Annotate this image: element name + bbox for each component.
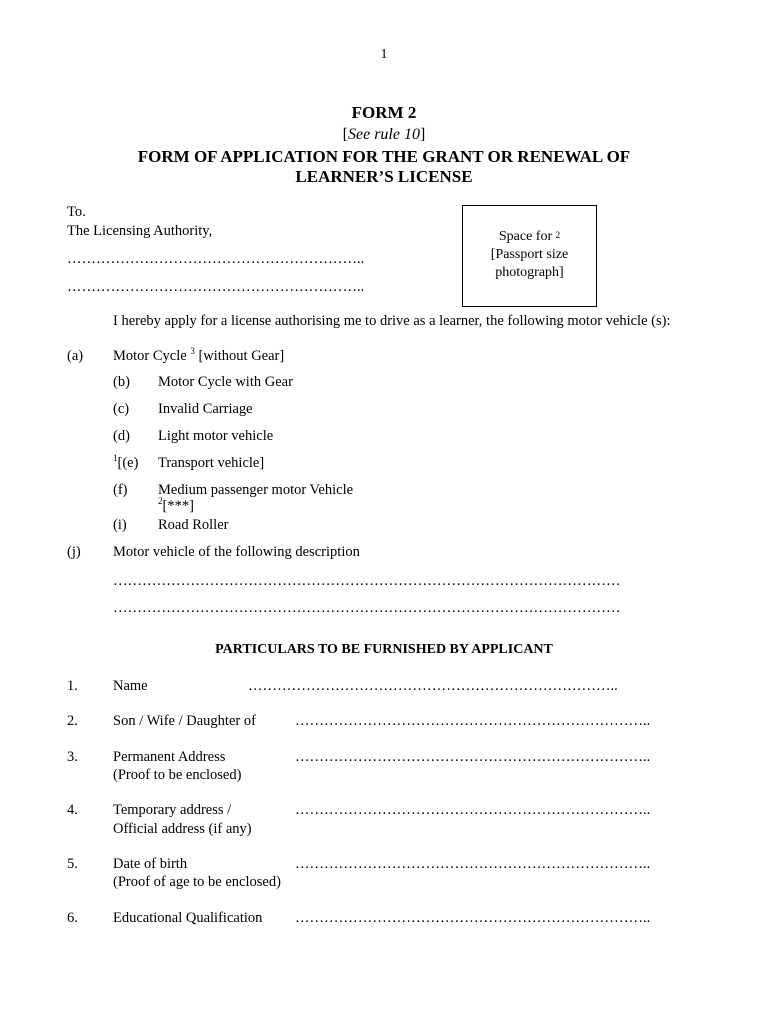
- vehicle-d-label: (d): [113, 428, 130, 444]
- particular-5-num: 5.: [67, 856, 78, 872]
- particular-5-field[interactable]: ………………………………………………………………..: [295, 856, 651, 872]
- particular-6-num: 6.: [67, 910, 78, 926]
- vehicle-f-footnote: 2: [158, 496, 163, 506]
- vehicle-a-text: Motor Cycle $^3$ [without Gear]: [113, 346, 285, 364]
- photo-footnote: 2: [555, 230, 561, 240]
- addressee-to: To.: [67, 204, 86, 220]
- vehicle-f-text: Medium passenger motor Vehicle: [158, 482, 354, 498]
- see-rule-open: [: [342, 126, 348, 143]
- form-heading-line2: LEARNER’S LICENSE: [295, 167, 473, 186]
- vehicle-e-label: $^1$[(e): [113, 453, 139, 471]
- vehicle-c-label: (c): [113, 401, 130, 417]
- photo-line1: Space for $^2$: [498, 229, 561, 244]
- particular-5-label: Date of birth: [113, 856, 188, 872]
- see-rule-close: ]: [419, 126, 426, 143]
- vehicle-description-line-2: ……………………………………………………………………………………………: [113, 600, 621, 616]
- particulars-heading: PARTICULARS TO BE FURNISHED BY APPLICANT: [215, 642, 553, 657]
- vehicle-i-text: Road Roller: [158, 517, 229, 533]
- form-heading-line1: FORM OF APPLICATION FOR THE GRANT OR RENEWAL OF: [137, 147, 631, 166]
- particular-3-num: 3.: [67, 749, 78, 765]
- particular-3-sub: (Proof to be enclosed): [113, 767, 242, 783]
- vehicle-description-line-1: ……………………………………………………………………………………………: [113, 573, 621, 589]
- particular-1-num: 1.: [67, 678, 78, 694]
- particular-4-num: 4.: [67, 802, 78, 818]
- vehicle-c-text: Invalid Carriage: [158, 401, 253, 417]
- photo-placeholder-box: [462, 205, 597, 307]
- vehicle-e-text: Transport vehicle]: [158, 455, 265, 471]
- particular-3-field[interactable]: ………………………………………………………………..: [295, 749, 651, 765]
- addressee-line-2: ……………………………………………………..: [67, 279, 365, 295]
- see-rule: [0, 125, 768, 144]
- particular-2-num: 2.: [67, 713, 78, 729]
- vehicle-e-footnote: 1: [113, 453, 118, 463]
- particular-4-field[interactable]: ………………………………………………………………..: [295, 802, 651, 818]
- form-title: FORM 2: [351, 103, 417, 122]
- particular-1-field[interactable]: …………………………………………………………………..: [248, 678, 618, 694]
- particular-5-sub: (Proof of age to be enclosed): [113, 874, 281, 890]
- vehicle-b-text: Motor Cycle with Gear: [158, 374, 293, 390]
- addressee-authority: The Licensing Authority,: [67, 223, 213, 239]
- page-number: 1: [380, 47, 388, 62]
- form-heading: [0, 147, 768, 187]
- addressee-line-1: ……………………………………………………..: [67, 251, 365, 267]
- vehicle-a-footnote: 3: [190, 346, 195, 356]
- particular-3-label: Permanent Address: [113, 749, 226, 765]
- particular-6-label: Educational Qualification: [113, 910, 263, 926]
- vehicle-j-label: (j): [67, 544, 81, 560]
- vehicle-j-text: Motor vehicle of the following description: [113, 544, 360, 560]
- photo-line3: photograph]: [495, 265, 564, 280]
- vehicle-f-label: (f): [113, 482, 128, 498]
- particular-4-sub: Official address (if any): [113, 821, 252, 837]
- particular-1-label: Name: [113, 678, 148, 694]
- particular-4-label: Temporary address /: [113, 802, 232, 818]
- intro-statement: I hereby apply for a license authorising me to drive as a learner, the following motor vehicle (s):: [113, 313, 671, 329]
- particular-2-label: Son / Wife / Daughter of: [113, 713, 256, 729]
- vehicle-f-omission: $^2$[***]: [158, 496, 194, 514]
- photo-line2: [Passport size: [490, 247, 569, 262]
- vehicle-i-label: (i): [113, 517, 127, 533]
- vehicle-a-label: (a): [67, 348, 84, 364]
- see-rule-text: See rule 10: [348, 126, 420, 143]
- vehicle-b-label: (b): [113, 374, 130, 390]
- vehicle-d-text: Light motor vehicle: [158, 428, 274, 444]
- particular-2-field[interactable]: ………………………………………………………………..: [295, 713, 651, 729]
- particular-6-field[interactable]: ………………………………………………………………..: [295, 910, 651, 926]
